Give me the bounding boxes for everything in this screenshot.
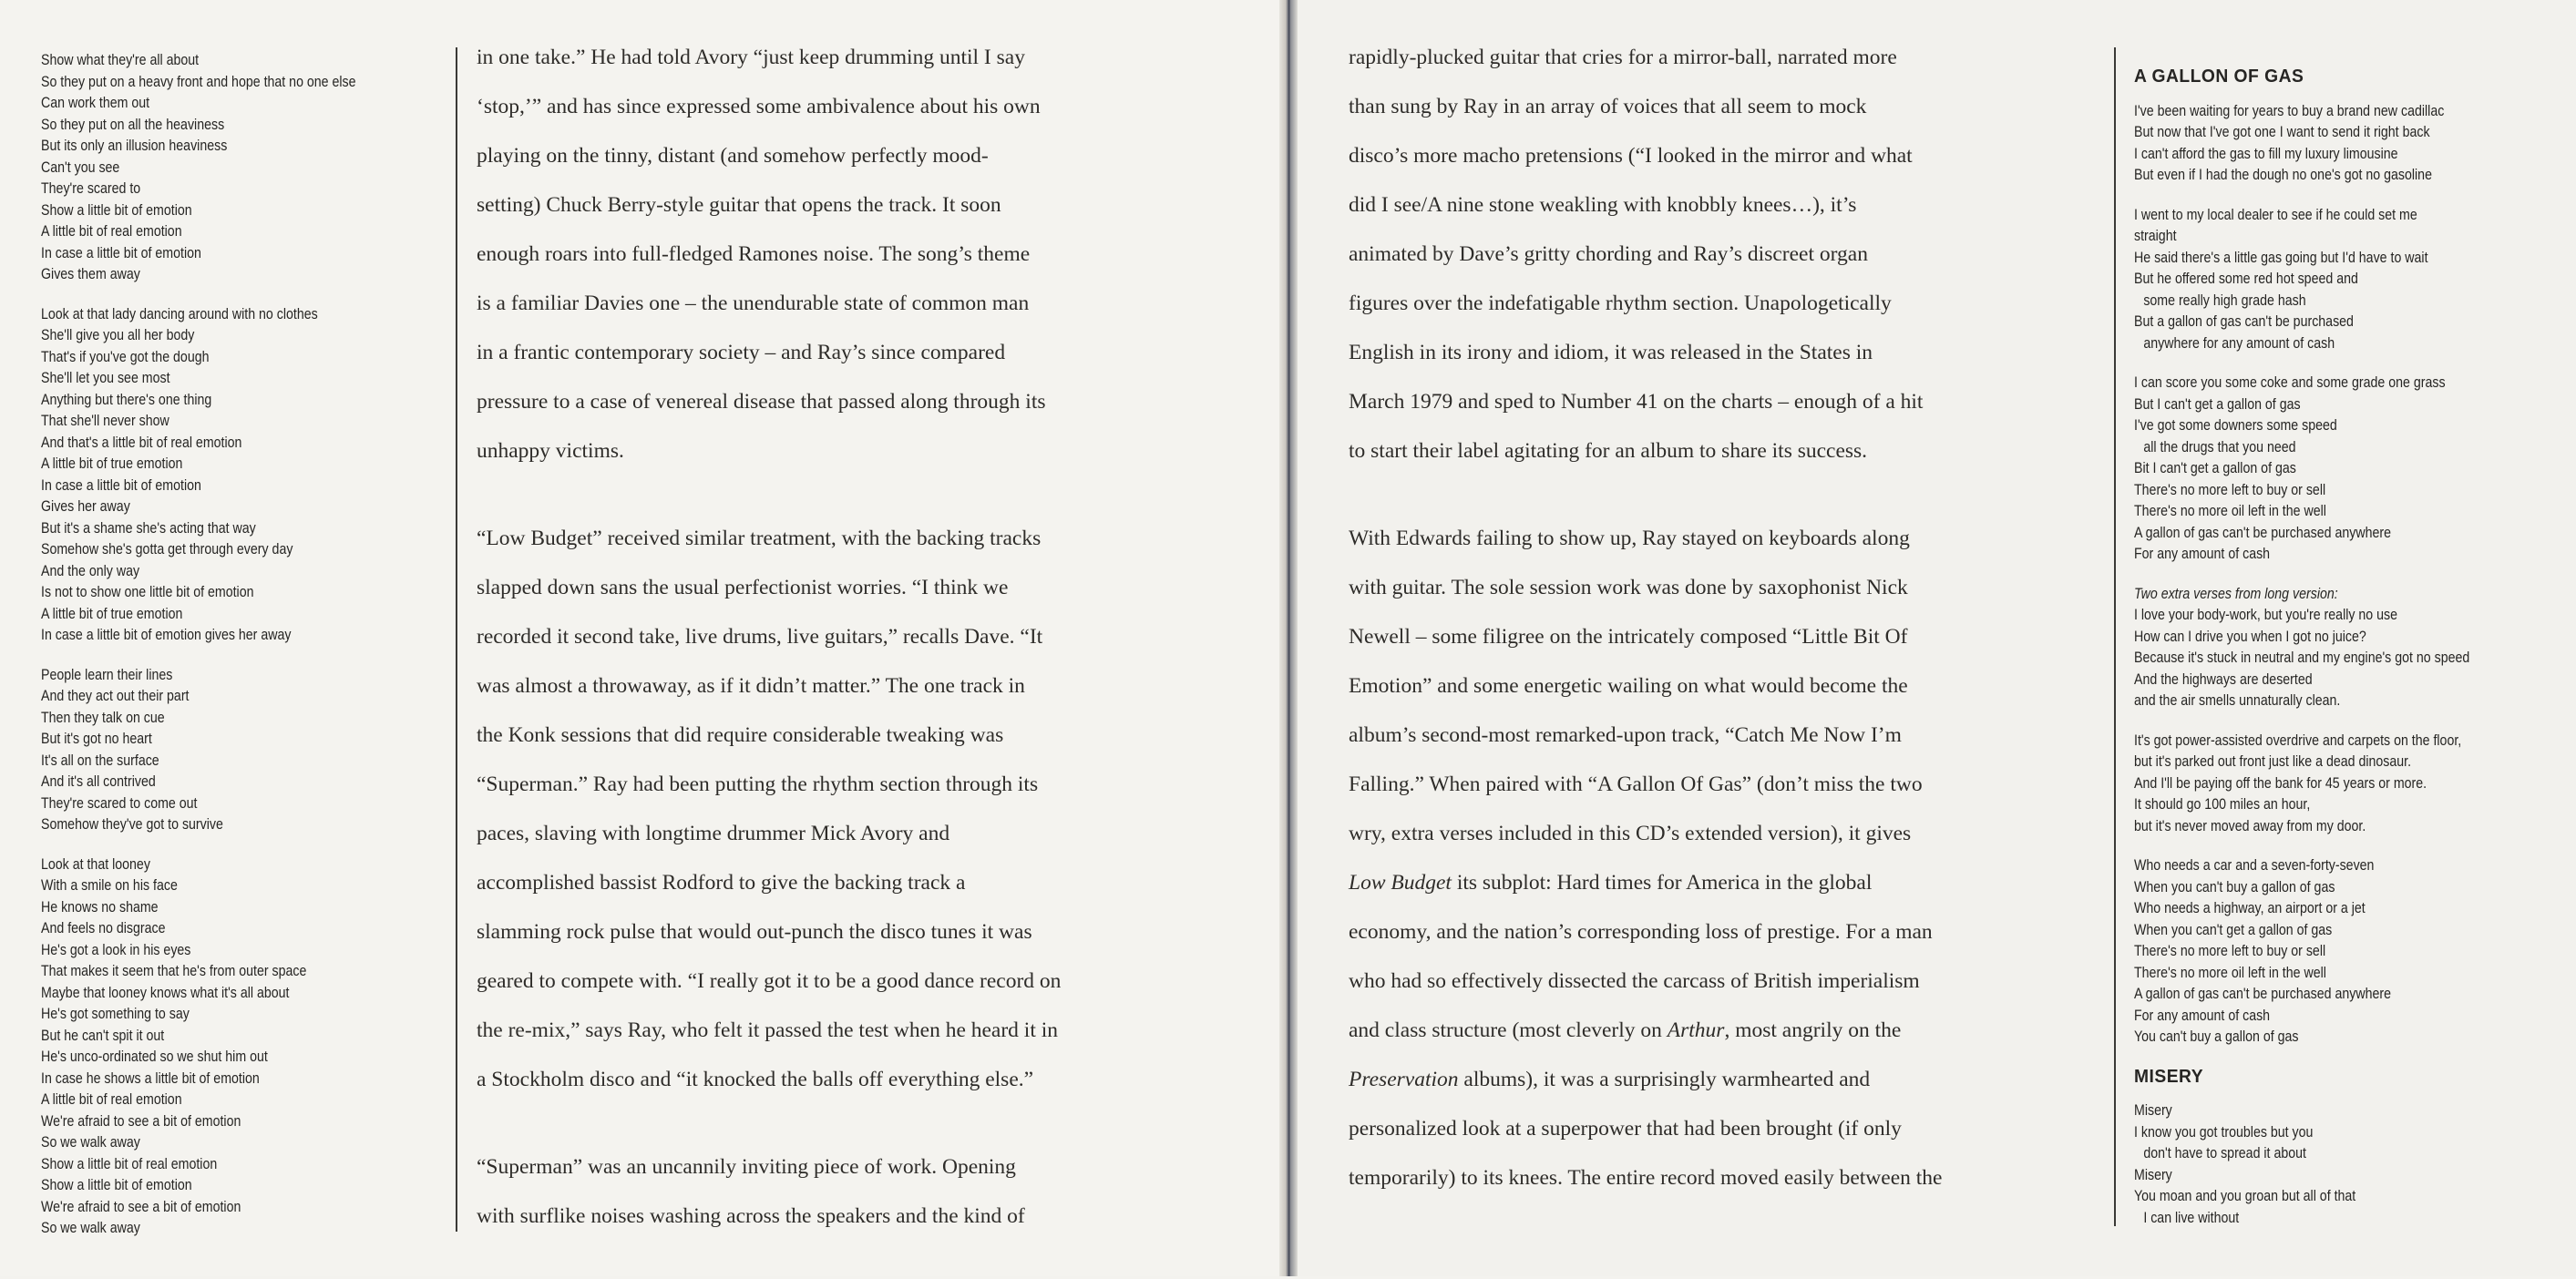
- prose-line: “Superman” was an uncannily inviting piece of work. Opening: [477, 1155, 1016, 1179]
- lyric-stanza: [2134, 731, 2469, 838]
- lyric-line: In case a little bit of emotion gives her away: [41, 627, 292, 643]
- lyric-line: And feels no disgrace: [41, 920, 166, 936]
- prose-line: to start their label agitating for an album to share its success.: [1349, 439, 1868, 463]
- lyric-line: She'll give you all her body: [41, 327, 195, 343]
- prose-line: slamming rock pulse that would out-punch the disco tunes it was: [477, 920, 1032, 944]
- right-column-rule: [2114, 47, 2116, 1226]
- lyric-line: She'll let you see most: [41, 370, 170, 386]
- prose-line: enough roars into full-fledged Ramones noise. The song’s theme: [477, 242, 1031, 266]
- prose-line: with surflike noises washing across the speakers and the kind of: [477, 1204, 1025, 1228]
- lyric-line: I know you got troubles but you: [2134, 1123, 2314, 1141]
- lyric-line: In case he shows a little bit of emotion: [41, 1069, 260, 1087]
- prose-line: temporarily) to its knees. The entire record moved easily between the: [1349, 1166, 1943, 1190]
- lyric-stanza: [2134, 373, 2469, 566]
- lyric-line: It's got power-assisted overdrive and carpets on the floor,: [2134, 732, 2462, 749]
- lyric-line: But even if I had the dough no one's got no gasoline: [2134, 167, 2432, 183]
- lyric-line: But it's a shame she's acting that way: [41, 519, 256, 537]
- prose-line: did I see/A nine stone weakling with knobbly knees…), it’s: [1349, 193, 1857, 217]
- liner-notes-left: [477, 33, 1061, 1279]
- lyric-line: So they put on all the heaviness: [41, 116, 225, 133]
- prose-line: disco’s more macho pretensions (“I looked in the mirror and what: [1349, 144, 1913, 168]
- lyric-stanza: [2134, 855, 2469, 1049]
- prose-line: paces, slaving with longtime drummer Mick Avory and: [477, 822, 950, 845]
- prose-line: “Low Budget” received similar treatment, with the backing tracks: [477, 527, 1042, 550]
- lyric-stanza: [41, 304, 356, 647]
- lyric-line: Because it's stuck in neutral and my engine's got no speed: [2134, 650, 2470, 666]
- prose-line: in a frantic contemporary society – and Ray’s since compared: [477, 341, 1006, 364]
- lyric-line: We're afraid to see a bit of emotion: [41, 1112, 241, 1130]
- lyric-line: and the air smells unnaturally clean.: [2134, 692, 2341, 709]
- lyric-line: Anything but there's one thing: [41, 391, 212, 408]
- lyric-line: Show a little bit of real emotion: [41, 1155, 218, 1172]
- prose-line: pressure to a case of venereal disease that passed along through its: [477, 390, 1046, 414]
- lyric-line: A little bit of true emotion: [41, 455, 183, 472]
- lyric-line: anywhere for any amount of cash: [2143, 334, 2335, 352]
- prose-paragraph: [477, 1142, 1061, 1241]
- prose-line: With Edwards failing to show up, Ray stayed on keyboards along: [1349, 527, 1910, 550]
- prose-paragraph: [477, 33, 1061, 476]
- prose-line: figures over the indefatigable rhythm section. Unapologetically: [1349, 292, 1892, 315]
- prose-line: in one take.” He had told Avory “just keep drumming until I say: [477, 46, 1025, 69]
- lyric-line: With a smile on his face: [41, 877, 178, 894]
- lyric-line: For any amount of cash: [2134, 546, 2271, 562]
- lyric-line: There's no more left to buy or sell: [2134, 943, 2326, 959]
- lyric-line: but it's never moved away from my door.: [2134, 817, 2366, 834]
- lyric-line: But its only an illusion heaviness: [41, 138, 228, 154]
- prose-line: rapidly-plucked guitar that cries for a mirror-ball, narrated more: [1349, 46, 1897, 69]
- lyric-line: Can't you see: [41, 159, 120, 176]
- lyric-line: They're scared to come out: [41, 794, 198, 812]
- lyric-line: I can live without: [2143, 1209, 2240, 1226]
- prose-line: Falling.” When paired with “A Gallon Of Gas” (don’t miss the two: [1349, 773, 1923, 796]
- prose-line: with guitar. The sole session work was done by saxophonist Nick: [1349, 576, 1908, 599]
- prose-paragraph: [1349, 514, 1942, 1202]
- lyric-line: some really high grade hash: [2143, 292, 2306, 309]
- prose-paragraph: [1349, 33, 1942, 476]
- lyric-line: don't have to spread it about: [2143, 1145, 2306, 1161]
- lyric-line: Somehow they've got to survive: [41, 816, 223, 833]
- lyric-line: They're scared to: [41, 180, 141, 197]
- lyric-line: He's unco-ordinated so we shut him out: [41, 1049, 268, 1065]
- lyric-line: Show a little bit of emotion: [41, 201, 192, 219]
- prose-line: English in its irony and idiom, it was released in the States in: [1349, 341, 1873, 364]
- lyric-line: I can score you some coke and some grade one grass: [2134, 374, 2446, 391]
- lyric-line: When you can't buy a gallon of gas: [2134, 878, 2335, 895]
- lyric-line: all the drugs that you need: [2143, 438, 2296, 455]
- lyric-line: It's all on the surface: [41, 752, 159, 769]
- lyric-line: But it's got no heart: [41, 731, 152, 747]
- lyric-line: A little bit of true emotion: [41, 605, 183, 622]
- prose-line: Emotion” and some energetic wailing on what would become the: [1349, 674, 1908, 698]
- lyric-stanza: [41, 854, 356, 1240]
- lyric-line: Look at that lady dancing around with no clothes: [41, 305, 318, 322]
- lyric-line: He's got something to say: [41, 1006, 190, 1022]
- lyric-stanza: [2134, 1100, 2469, 1229]
- lyric-line: Show a little bit of emotion: [41, 1177, 192, 1193]
- lyric-line: A gallon of gas can't be purchased anywhere: [2134, 524, 2391, 541]
- prose-line: Low Budget its subplot: Hard times for America in the global: [1349, 871, 1873, 895]
- lyric-line: A gallon of gas can't be purchased anywhere: [2134, 986, 2391, 1002]
- lyric-line: Somehow she's gotta get through every day: [41, 541, 293, 558]
- lyric-line: A little bit of real emotion: [41, 1091, 182, 1108]
- lyric-line: I've got some downers some speed: [2134, 417, 2337, 434]
- lyric-line: We're afraid to see a bit of emotion: [41, 1198, 241, 1215]
- lyric-line: And it's all contrived: [41, 773, 156, 790]
- lyric-line: How can I drive you when I got no juice?: [2134, 628, 2366, 645]
- lyric-line: He's got a look in his eyes: [41, 941, 191, 958]
- lyric-line: Gives them away: [41, 266, 140, 282]
- prose-line: recorded it second take, live drums, live guitars,” recalls Dave. “It: [477, 625, 1043, 649]
- prose-line: a Stockholm disco and “it knocked the balls off everything else.”: [477, 1068, 1034, 1091]
- lyric-line: Misery: [2134, 1102, 2172, 1119]
- lyric-line: There's no more left to buy or sell: [2134, 481, 2326, 498]
- prose-line: than sung by Ray in an array of voices that all seem to mock: [1349, 95, 1867, 118]
- lyric-line: It should go 100 miles an hour,: [2134, 796, 2311, 813]
- misery-lyrics: [2134, 1100, 2469, 1229]
- misery-title: MISERY: [2134, 1066, 2204, 1087]
- lyric-line: So they put on a heavy front and hope that no one else: [41, 73, 356, 90]
- lyric-line: Who needs a car and a seven-forty-seven: [2134, 857, 2375, 874]
- prose-line: slapped down sans the usual perfectionist worries. “I think we: [477, 576, 1009, 599]
- lyric-line: And they act out their part: [41, 688, 190, 704]
- lyric-line: And I'll be paying off the bank for 45 years or more.: [2134, 774, 2427, 792]
- prose-line: setting) Chuck Berry-style guitar that opens the track. It soon: [477, 193, 1001, 217]
- prose-line: ‘stop,’” and has since expressed some ambivalence about his own: [477, 95, 1041, 118]
- lyric-stanza: [41, 50, 356, 286]
- lyric-line: I went to my local dealer to see if he could set me: [2134, 206, 2417, 223]
- lyric-line: So we walk away: [41, 1134, 140, 1151]
- lyric-line: In case a little bit of emotion: [41, 244, 201, 261]
- prose-line: Preservation albums), it was a surprisingly warmhearted and: [1349, 1068, 1871, 1091]
- lyric-line: You can't buy a gallon of gas: [2134, 1028, 2299, 1045]
- prose-line: who had so effectively dissected the carcass of British imperialism: [1349, 969, 1920, 993]
- gallon-of-gas-title: A GALLON OF GAS: [2134, 67, 2304, 87]
- left-column-rule: [456, 47, 457, 1232]
- lyric-line: I can't afford the gas to fill my luxury limousine: [2134, 145, 2398, 162]
- liner-notes-right: [1349, 33, 1942, 1241]
- lyric-line: but it's parked out front just like a dead dinosaur.: [2134, 753, 2412, 770]
- prose-line: personalized look at a superpower that had been brought (if only: [1349, 1117, 1902, 1141]
- lyric-line: A little bit of real emotion: [41, 223, 182, 240]
- prose-line: “Superman.” Ray had been putting the rhythm section through its: [477, 773, 1039, 796]
- prose-line: geared to compete with. “I really got it to be a good dance record on: [477, 969, 1062, 993]
- lyric-line: Two extra verses from long version:: [2134, 585, 2338, 602]
- lyric-line: That makes it seem that he's from outer space: [41, 963, 307, 979]
- lyric-line: And the only way: [41, 562, 140, 579]
- booklet-spine: [1279, 0, 1298, 1276]
- lyric-line: But a gallon of gas can't be purchased: [2134, 313, 2354, 330]
- lyric-line: But now that I've got one I want to send it right back: [2134, 124, 2430, 140]
- lyric-line: Look at that looney: [41, 855, 150, 873]
- lyric-line: He said there's a little gas going but I'd have to wait: [2134, 249, 2428, 266]
- lyric-line: I've been waiting for years to buy a brand new cadillac: [2134, 102, 2445, 119]
- lyric-line: He knows no shame: [41, 898, 159, 916]
- lyric-line: But he can't spit it out: [41, 1027, 165, 1044]
- lyric-line: That's if you've got the dough: [41, 348, 210, 365]
- prose-line: unhappy victims.: [477, 439, 624, 463]
- lyric-line: And that's a little bit of real emotion: [41, 434, 242, 451]
- lyric-line: Bit I can't get a gallon of gas: [2134, 460, 2296, 476]
- lyric-stanza: [2134, 584, 2469, 712]
- little-bit-of-emotion-lyrics: [41, 50, 356, 1258]
- prose-line: is a familiar Davies one – the unendurable state of common man: [477, 292, 1030, 315]
- lyric-stanza: [41, 665, 356, 836]
- lyric-line: That she'll never show: [41, 413, 169, 429]
- lyric-line: Is not to show one little bit of emotion: [41, 584, 254, 600]
- prose-line: and class structure (most cleverly on Arthur, most angrily on the: [1349, 1018, 1902, 1042]
- lyric-line: So we walk away: [41, 1220, 140, 1236]
- prose-line: economy, and the nation’s corresponding loss of prestige. For a man: [1349, 920, 1933, 944]
- gallon-of-gas-lyrics: [2134, 101, 2469, 1049]
- lyric-line: There's no more oil left in the well: [2134, 964, 2326, 981]
- prose-line: wry, extra verses included in this CD’s extended version), it gives: [1349, 822, 1912, 845]
- lyric-stanza: [2134, 205, 2469, 355]
- prose-line: album’s second-most remarked-upon track, “Catch Me Now I’m: [1349, 723, 1902, 747]
- prose-line: March 1979 and sped to Number 41 on the charts – enough of a hit: [1349, 390, 1924, 414]
- lyric-line: I love your body-work, but you're really no use: [2134, 607, 2398, 623]
- lyric-line: Gives her away: [41, 498, 130, 515]
- lyric-line: Can work them out: [41, 95, 150, 111]
- lyric-line: Maybe that looney knows what it's all about: [41, 984, 290, 1001]
- lyric-line: But I can't get a gallon of gas: [2134, 395, 2301, 413]
- prose-line: Newell – some filigree on the intricately composed “Little Bit Of: [1349, 625, 1908, 649]
- prose-line: was almost a throwaway, as if it didn’t matter.” The one track in: [477, 674, 1025, 698]
- lyric-stanza: [2134, 101, 2469, 187]
- lyric-line: Who needs a highway, an airport or a jet: [2134, 900, 2366, 916]
- lyric-line: Show what they're all about: [41, 52, 200, 68]
- song-lyrics-right: [2134, 67, 2469, 1247]
- prose-line: the Konk sessions that did require considerable tweaking was: [477, 723, 1004, 747]
- lyric-line: There's no more oil left in the well: [2134, 503, 2326, 519]
- lyric-line: And the highways are deserted: [2134, 670, 2313, 688]
- prose-line: the re-mix,” says Ray, who felt it passed the test when he heard it in: [477, 1018, 1059, 1042]
- prose-paragraph: [477, 514, 1061, 1104]
- lyric-line: straight: [2134, 228, 2177, 244]
- prose-line: accomplished bassist Rodford to give the backing track a: [477, 871, 966, 895]
- prose-line: playing on the tinny, distant (and somehow perfectly mood-: [477, 144, 989, 168]
- prose-line: animated by Dave’s gritty chording and Ray’s discreet organ: [1349, 242, 1868, 266]
- lyric-line: Misery: [2134, 1166, 2172, 1183]
- lyric-line: But he offered some red hot speed and: [2134, 271, 2358, 287]
- lyric-line: You moan and you groan but all of that: [2134, 1188, 2356, 1204]
- lyric-line: People learn their lines: [41, 666, 173, 683]
- lyric-line: Then they talk on cue: [41, 709, 165, 726]
- lyric-line: For any amount of cash: [2134, 1007, 2271, 1024]
- lyric-line: In case a little bit of emotion: [41, 476, 201, 494]
- lyric-line: When you can't get a gallon of gas: [2134, 921, 2333, 938]
